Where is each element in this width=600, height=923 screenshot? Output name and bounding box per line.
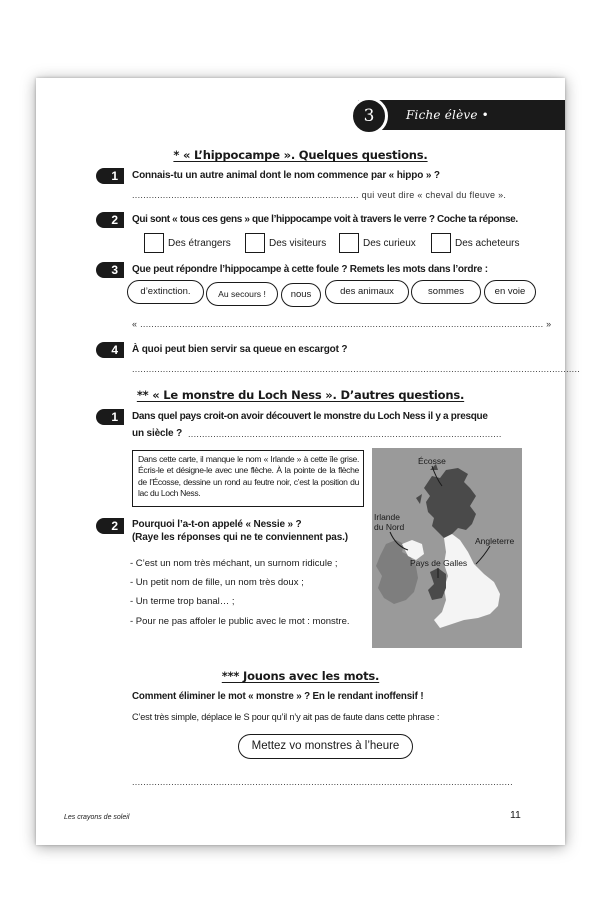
section1-title: * « L’hippocampe ». Quelques questions. [173,148,428,162]
s1-q3-number: 3 [96,262,124,278]
word-card[interactable]: sommes [411,280,481,304]
map-instruction-box: Dans cette carte, il manque le nom « Irlande » à cette île grise. Écris-le et désigne-le avec une flèche. À la pointe de la flèche de l’Écosse, dessine un rond au feutre noir, c’est la position du lac du Loch Ness. [132,450,364,507]
checkbox[interactable] [245,233,265,253]
s2-q2-number: 2 [96,518,124,534]
s2-q2-text-line1: Pourquoi l’a-t-on appelé « Nessie » ? [132,519,302,530]
s3-question: Comment éliminer le mot « monstre » ? En le rendant inoffensif ! [132,691,424,702]
option-label: Des étrangers [168,237,231,249]
checkbox[interactable] [431,233,451,253]
s2-q1-text-line2: un siècle ? [132,428,183,439]
worksheet-page [36,78,581,845]
s1-q4-number: 4 [96,342,124,358]
s3-sentence-card: Mettez vo monstres à l’heure [238,734,413,759]
option-label: Des curieux [363,237,416,249]
s1-q3-text: Que peut répondre l’hippocampe à cette foule ? Remets les mots dans l’ordre : [132,264,488,275]
s2-q2-text-line2: (Raye les réponses qui ne te conviennent pas.) [132,532,348,543]
header-number-badge: 3 [350,97,388,135]
nessie-option[interactable]: - C’est un nom très méchant, un surnom ridicule ; [130,558,338,569]
option-etrangers[interactable] [144,233,231,253]
nessie-option[interactable]: - Un terme trop banal… ; [130,596,235,607]
s2-q1-number: 1 [96,409,124,425]
word-card[interactable]: Au secours ! [206,282,278,306]
checkbox[interactable] [144,233,164,253]
option-curieux[interactable] [339,233,416,253]
section2-title: ** « Le monstre du Loch Ness ». D’autres questions. [136,388,465,402]
s1-q1-answer-line[interactable]: ................................................................................. qui veut dire « cheval du fleuve ». [132,190,507,200]
word-card[interactable]: nous [281,283,321,307]
s2-q1-answer-line[interactable]: ................................................................................................................ [188,429,502,439]
option-label: Des visiteurs [269,237,327,249]
word-card[interactable]: d’extinction. [127,280,204,304]
option-label: Des acheteurs [455,237,520,249]
option-acheteurs[interactable] [431,233,519,253]
nessie-option[interactable]: - Pour ne pas affoler le public avec le mot : monstre. [130,616,350,627]
s1-q1-text: Connais-tu un autre animal dont le nom commence par « hippo » ? [132,170,440,181]
footer-page-number: 11 [510,809,521,821]
british-isles-map [372,448,522,648]
option-visiteurs[interactable] [245,233,326,253]
label-scotland: Écosse [418,456,446,466]
s1-q4-answer-line[interactable]: ................................................................................................................................................................ [132,364,581,374]
s1-q2-text: Qui sont « tous ces gens » que l’hippocampe voit à travers le verre ? Coche ta réponse. [132,214,518,225]
s1-q3-answer-line[interactable]: « ................................................................................................................................................ » [132,319,552,329]
s3-instruction: C’est très simple, déplace le S pour qu’il n’y ait pas de faute dans cette phrase : [132,712,440,722]
label-england: Angleterre [475,536,515,546]
s1-q4-text: À quoi peut bien servir sa queue en escargot ? [132,344,348,355]
s2-q1-text-line1: Dans quel pays croit-on avoir découvert le monstre du Loch Ness il y a presque [132,411,488,422]
word-card[interactable]: en voie [484,280,536,304]
label-northern-ireland-line2: du Nord [374,522,405,532]
nessie-option[interactable]: - Un petit nom de fille, un nom très doux ; [130,577,304,588]
s1-q1-number: 1 [96,168,124,184]
checkbox[interactable] [339,233,359,253]
header-banner [358,100,565,152]
word-card[interactable]: des animaux [325,280,409,304]
header-label: Fiche élève • Compréhension [406,108,505,152]
label-northern-ireland-line1: Irlande [374,512,400,522]
s3-answer-line[interactable]: ........................................................................................................................................ [132,777,513,787]
s1-q2-number: 2 [96,212,124,228]
label-wales: Pays de Galles [410,558,468,568]
section3-title: *** Jouons avec les mots. [221,669,380,683]
footer-book-title: Les crayons de soleil [64,814,130,821]
